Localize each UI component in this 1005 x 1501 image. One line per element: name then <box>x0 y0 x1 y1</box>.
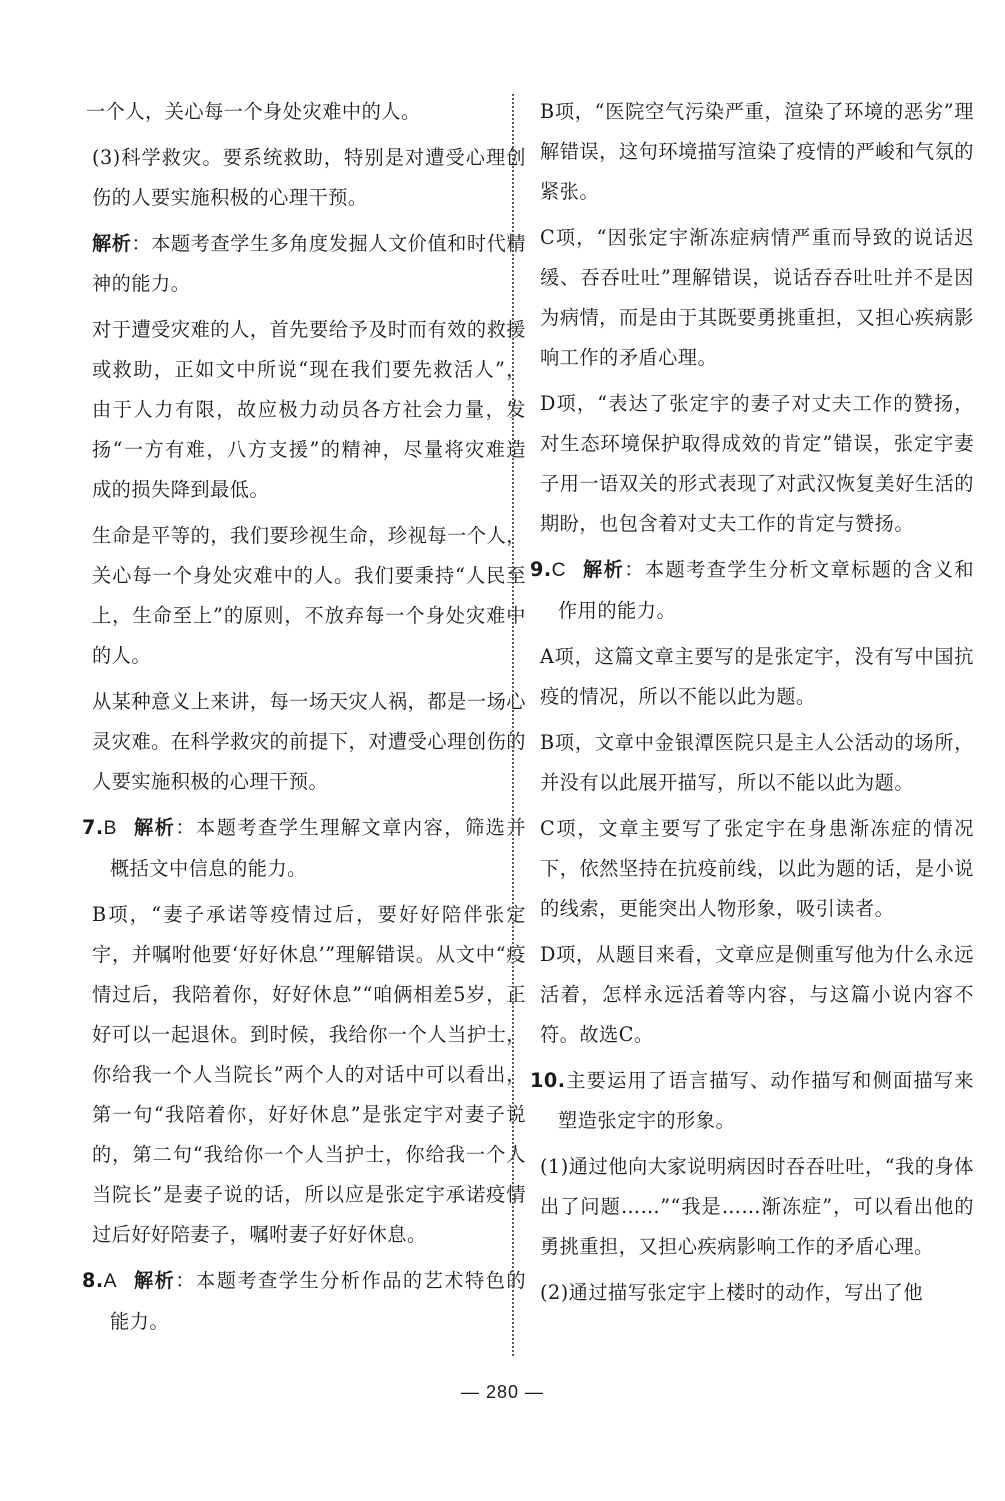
paragraph: A项，这篇文章主要写的是张定宇，没有写中国抗疫的情况，所以不能以此为题。 <box>540 645 974 708</box>
page-number: — 280 — <box>460 1382 545 1402</box>
paragraph: 从某种意义上来讲，每一场天灾人祸，都是一场心灵灾难。在科学救灾的前提下，对遭受心理创伤的人要实施积极的心理干预。 <box>92 690 526 793</box>
paragraph: 一个人，关心每一个身处灾难中的人。 <box>86 100 421 123</box>
right-column <box>530 92 975 1319</box>
paragraph: (1)通过他向大家说明病因时吞吞吐吐，“我的身体出了问题……”“我是……渐冻症”，可以看出他的勇挑重担，又担心疾病影响工作的矛盾心理。 <box>540 1155 974 1258</box>
analysis-label: 解析 <box>582 558 625 581</box>
answer-choice: A <box>103 1271 117 1292</box>
left-column <box>82 92 527 1348</box>
analysis-text: ：本题考查学生理解文章内容，筛选并概括文中信息的能力。 <box>110 816 527 880</box>
analysis-label: 解析 <box>132 816 176 839</box>
question-number: 7. <box>82 816 104 839</box>
question-number: 9. <box>530 558 552 581</box>
paragraph: B项，“妻子承诺等疫情过后，要好好陪伴张定宇，并嘱咐他要‘好好休息’”理解错误。从文中“疫情过后，我陪着你，好好休息”“咱俩相差5岁，正好可以一起退休。到时候，我给你一个人当护士，你给我一个人当院长”两个人的对话中可以看出，第一句“我陪着你，好好休息”是张定宇对妻子说的，第二句“我给你一个人当护士，你给我一个人当院长”是妻子说的话，所以应是张定宇承诺疫情过后好好陪妻子，嘱咐妻子好好休息。 <box>92 903 526 1246</box>
question-number: 8. <box>82 1269 104 1292</box>
question-number: 10. <box>530 1069 566 1092</box>
paragraph: B项，“医院空气污染严重，渲染了环境的恶劣”理解错误，这句环境描写渲染了疫情的严峻和气氛的紧张。 <box>540 100 974 203</box>
paragraph: C项，“因张定宇渐冻症病情严重而导致的说话迟缓、吞吞吐吐”理解错误，说话吞吞吐吐并不是因为病情，而是由于其既要勇挑重担，又担心疾病影响工作的矛盾心理。 <box>540 226 974 369</box>
question-7-answer <box>82 808 527 889</box>
paragraph: D项，“表达了张定宇的妻子对丈夫工作的赞扬，对生态环境保护取得成效的肯定”错误，张定宇妻子用一语双关的形式表现了对武汉恢复美好生活的期盼，也包含着对丈夫工作的肯定与赞扬。 <box>540 392 974 535</box>
answer-text: 主要运用了语言描写、动作描写和侧面描写来塑造张定宇的形象。 <box>558 1069 974 1132</box>
answer-choice: B <box>103 818 117 839</box>
paragraph: 生命是平等的，我们要珍视生命，珍视每一个人，关心每一个身处灾难中的人。我们要秉持“人民至上，生命至上”的原则，不放弃每一个身处灾难中的人。 <box>92 524 526 667</box>
paragraph: C项，文章主要写了张定宇在身患渐冻症的情况下，依然坚持在抗疫前线，以此为题的话，是小说的线索，更能突出人物形象，吸引读者。 <box>540 817 974 920</box>
analysis-label: 解析 <box>92 232 132 255</box>
analysis-paragraph <box>86 224 526 304</box>
paragraph: B项，文章中金银潭医院只是主人公活动的场所，并没有以此展开描写，所以不能以此为题。 <box>540 731 974 794</box>
paragraph: (2)通过描写张定宇上楼时的动作，写出了他 <box>540 1281 924 1304</box>
analysis-text: ：本题考查学生分析文章标题的含义和作用的能力。 <box>558 558 975 622</box>
analysis-text: ：本题考查学生多角度发掘人文价值和时代精神的能力。 <box>92 232 527 295</box>
paragraph: 对于遭受灾难的人，首先要给予及时而有效的救援或救助，正如文中所说“现在我们要先救活人”，由于人力有限，故应极力动员各方社会力量，发扬“一方有难，八方支援”的精神，尽量将灾难造成的损失降到最低。 <box>92 318 526 501</box>
analysis-label: 解析 <box>132 1269 176 1292</box>
question-8-answer <box>82 1261 527 1342</box>
question-10-answer <box>530 1061 974 1141</box>
answer-choice: C <box>551 560 566 581</box>
paragraph: (3)科学救灾。要系统救助，特别是对遭受心理创伤的人要实施积极的心理干预。 <box>92 146 526 209</box>
column-divider <box>512 94 514 1356</box>
paragraph: D项，从题目来看，文章应是侧重写他为什么永远活着，怎样永远活着等内容，与这篇小说内容不符。故选C。 <box>540 943 974 1046</box>
analysis-text: ：本题考查学生分析作品的艺术特色的能力。 <box>110 1269 527 1333</box>
question-9-answer <box>530 550 975 631</box>
